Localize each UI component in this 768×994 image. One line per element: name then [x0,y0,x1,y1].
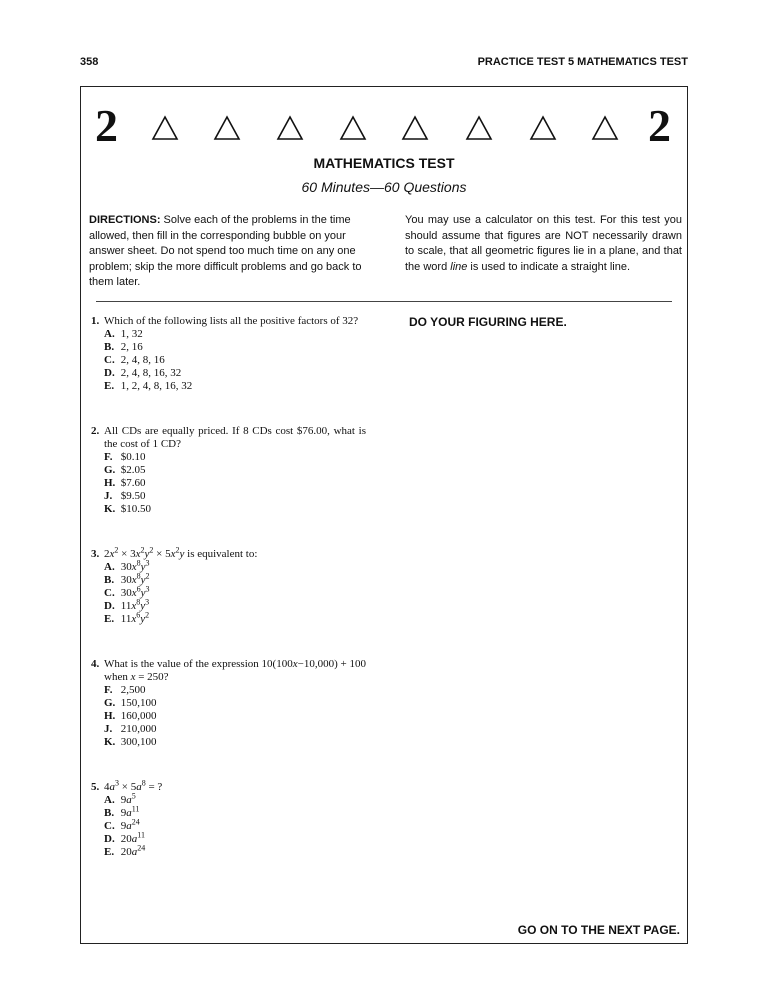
triangle-icon [339,115,367,141]
option-text: 150,100 [120,697,157,709]
answer-option[interactable]: D. $11x^8y^3$ [104,597,150,612]
answer-option[interactable] [91,380,366,393]
question-5 [91,778,366,859]
directions-label: DIRECTIONS: [89,214,161,226]
answer-option[interactable] [91,490,366,503]
question-2 [91,425,366,516]
triangle-icon [529,115,557,141]
option-label: C. [104,820,115,832]
question-3 [91,545,366,626]
triangle-icon [591,115,619,141]
directions-right-text-2: is used to indicate a straight line. [467,260,631,273]
page-number: 358 [80,56,99,68]
option-label: A. [104,328,115,340]
answer-option[interactable] [91,451,366,464]
question-number: 2. [91,425,100,437]
section-number-right: 2 [648,100,671,151]
option-text: 160,000 [120,710,157,722]
triangle-icon [151,115,179,141]
divider [96,301,672,302]
option-label: B. [104,574,115,586]
figuring-label: DO YOUR FIGURING HERE. [409,315,567,329]
question-1 [91,315,366,393]
option-text: 210,000 [120,723,157,735]
answer-option[interactable] [91,367,366,380]
question-stem: $4a^3 \times 5a^8$ = ? [104,778,163,793]
section-number-left: 2 [95,100,118,151]
option-text: 1, 2, 4, 8, 16, 32 [120,380,193,392]
option-label: F. [104,451,113,463]
answer-option[interactable]: C. $30x^6y^3$ [104,584,150,599]
question-stem: All CDs are equally priced. If 8 CDs cost $76.00, what is the cost of 1 CD? [104,425,366,450]
option-text: $10.50 [120,503,151,515]
option-label: E. [104,846,115,858]
option-text: $9.50 [120,490,146,502]
option-label: D. [104,833,115,845]
option-label: B. [104,341,115,353]
option-text: 2,500 [120,684,146,696]
option-label: E. [104,613,115,625]
directions-right-italic: line [450,260,468,273]
answer-option[interactable] [91,697,366,710]
option-label: G. [104,464,116,476]
answer-option[interactable] [91,354,366,367]
directions-right [405,213,682,275]
answer-option[interactable]: E. $20a^{24}$ [104,843,146,858]
triangle-icon [213,115,241,141]
answer-option[interactable] [91,503,366,516]
option-label: C. [104,587,115,599]
option-label: A. [104,561,115,573]
triangle-icon [276,115,304,141]
directions-text: Solve each of the problems in the time allowed, then fill in the corresponding bubble on your answer sheet. Do not spend too much time on any one problem; skip the more difficult problems and go back to them later. [89,214,362,289]
option-label: A. [104,794,115,806]
question-list [91,315,366,859]
answer-option[interactable] [91,464,366,477]
directions-left [89,213,367,291]
triangle-icon [401,115,429,141]
answer-option[interactable]: D. $20a^{11}$ [104,830,145,845]
triangle-icon [465,115,493,141]
answer-option[interactable] [91,736,366,749]
option-label: J. [104,490,113,502]
answer-option[interactable]: E. $11x^6y^2$ [104,610,150,625]
option-text: 2, 16 [120,341,143,353]
answer-option[interactable]: A. $30x^8y^3$ [104,558,150,573]
option-text: 300,100 [120,736,157,748]
answer-option[interactable] [91,477,366,490]
test-subtitle: 60 Minutes—60 Questions [301,179,467,195]
question-stem: What is the value of the expression 10(100x−10,000) + 100 when x = 250? [104,658,366,683]
question-stem: $2x^2 \times 3x^2y^2 \times 5x^2y$ is equivalent to: [104,545,258,560]
question-number: 5. [91,781,100,793]
answer-option[interactable]: C. $9a^{24}$ [104,817,140,832]
option-label: D. [104,600,115,612]
running-head: PRACTICE TEST 5 MATHEMATICS TEST [477,56,688,68]
answer-option[interactable] [91,341,366,354]
test-title: MATHEMATICS TEST [313,155,455,171]
option-text: $2.05 [120,464,146,476]
option-text: 2, 4, 8, 16, 32 [120,367,182,379]
option-label: K. [104,736,116,748]
option-label: B. [104,807,115,819]
question-4 [91,658,366,749]
question-stem: Which of the following lists all the positive factors of 32? [104,315,359,327]
option-label: J. [104,723,113,735]
option-label: F. [104,684,113,696]
answer-option[interactable]: B. $9a^{11}$ [104,804,140,819]
option-text: $7.60 [120,477,146,489]
option-text: 2, 4, 8, 16 [120,354,165,366]
option-label: D. [104,367,115,379]
answer-option[interactable]: A. $9a^5$ [104,791,136,806]
option-text: 1, 32 [120,328,143,340]
option-label: E. [104,380,115,392]
question-number: 3. [91,548,100,560]
question-number: 4. [91,658,100,670]
option-text: $0.10 [120,451,146,463]
question-number: 1. [91,315,100,327]
section-header-row [81,100,687,151]
answer-option[interactable]: B. $30x^8y^2$ [104,571,150,586]
test-page-frame [80,86,688,944]
answer-option[interactable] [91,723,366,736]
answer-option[interactable] [91,328,366,341]
option-label: H. [104,710,116,722]
option-label: K. [104,503,116,515]
option-label: H. [104,477,116,489]
go-on-notice: GO ON TO THE NEXT PAGE. [517,923,680,937]
directions-right-text-1: You may use a calculator on this test. For this test you should assume that figures are NOT necessarily drawn to scale, that all geometric figures lie in a plane, and that the word [405,214,682,273]
answer-option[interactable] [91,710,366,723]
answer-option[interactable] [91,684,366,697]
option-label: C. [104,354,115,366]
option-label: G. [104,697,116,709]
